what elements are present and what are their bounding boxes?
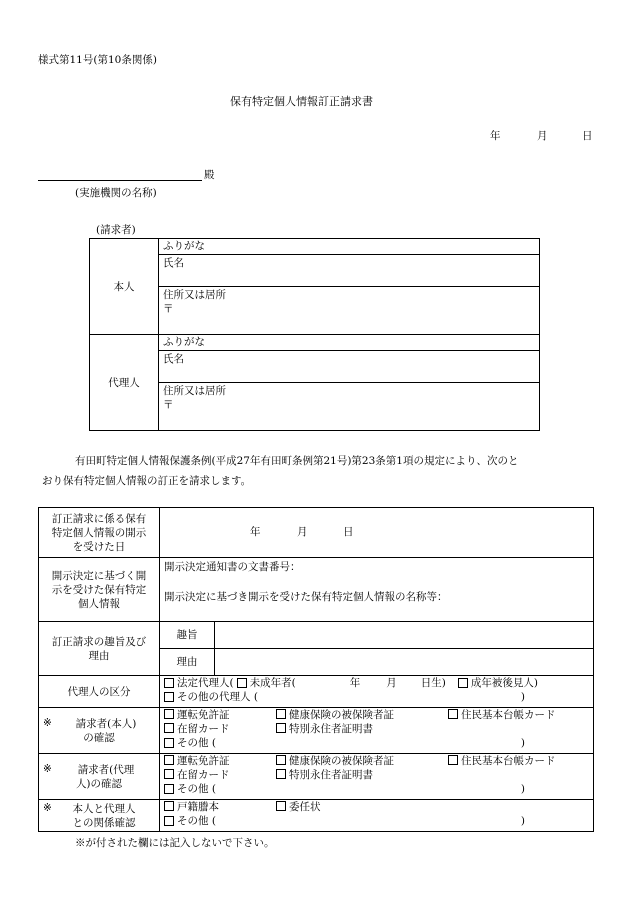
confirm-agent-label-l1: 請求者(代理 xyxy=(77,763,135,776)
koseki-checkbox[interactable] xyxy=(164,801,174,811)
adult-guardian-checkbox[interactable] xyxy=(458,678,468,688)
principal-name[interactable]: 氏名 xyxy=(159,255,540,287)
page-title: 保有特定個人情報訂正請求書 xyxy=(230,95,373,108)
disclosure-year: 年 xyxy=(250,526,261,538)
relation-label-l1: 本人と代理人 xyxy=(72,802,136,815)
principal-furigana[interactable]: ふりがな xyxy=(159,239,540,255)
agent-other-checkbox[interactable] xyxy=(164,784,174,794)
proxy-checkbox[interactable] xyxy=(276,801,286,811)
agent-label: 代理人 xyxy=(90,335,159,431)
principal-insurance-checkbox[interactable] xyxy=(276,709,286,719)
disclosure-date-field[interactable] xyxy=(160,508,594,558)
confirm-agent-field xyxy=(160,754,594,800)
adult-guardian-label: 成年被後見人) xyxy=(470,677,538,689)
shushi-label: 趣旨 xyxy=(160,622,215,649)
disclosure-date-label-l2: 特定個人情報の開示 xyxy=(51,526,147,539)
koseki-label: 戸籍謄本 xyxy=(177,801,219,813)
form-number: 様式第11号(第10条関係) xyxy=(38,54,157,66)
relation-other-checkbox[interactable] xyxy=(164,816,174,826)
disclosure-date-label-l1: 訂正請求に係る保有 xyxy=(51,512,147,525)
agent-special-checkbox[interactable] xyxy=(276,769,286,779)
riyu-field[interactable] xyxy=(215,649,594,676)
date-day: 日 xyxy=(582,130,593,142)
confirm-agent-label xyxy=(39,754,160,800)
legal-agent-label: 法定代理人( xyxy=(177,677,234,689)
agent-resident-card-checkbox[interactable] xyxy=(448,755,458,765)
disclosure-month: 月 xyxy=(297,526,308,538)
info-label-l1: 開示決定に基づく開 xyxy=(51,569,147,582)
correction-table xyxy=(38,507,594,832)
principal-license-checkbox[interactable] xyxy=(164,709,174,719)
legal-agent-checkbox[interactable] xyxy=(164,678,174,688)
principal-other-checkbox[interactable] xyxy=(164,738,174,748)
agent-other-close: ) xyxy=(520,783,525,795)
confirm-agent-label-l2: 人)の確認 xyxy=(75,777,123,790)
purpose-label xyxy=(39,622,160,676)
riyu-label: 理由 xyxy=(160,649,215,676)
principal-other-label: その他 ( xyxy=(177,737,216,749)
confirm-principal-label xyxy=(39,708,160,754)
other-agent-label: その他の代理人 ( xyxy=(177,691,258,703)
purpose-label-l1: 訂正請求の趣旨及び xyxy=(51,635,147,648)
principal-residence-card-label: 在留カード xyxy=(177,723,230,735)
confirm-principal-mark: ※ xyxy=(43,717,52,729)
agent-residence-card-checkbox[interactable] xyxy=(164,769,174,779)
agent-type-label: 代理人の区分 xyxy=(39,676,160,708)
principal-address-label: 住所又は居所 xyxy=(163,289,226,301)
info-field[interactable] xyxy=(160,558,594,622)
relation-label-l2: との関係確認 xyxy=(72,816,136,829)
purpose-label-l2: 理由 xyxy=(88,649,110,662)
info-label-l2: 示を受けた保有特定 xyxy=(51,583,147,596)
confirm-agent-mark: ※ xyxy=(43,763,52,775)
principal-label: 本人 xyxy=(90,239,159,335)
agent-residence-card-label: 在留カード xyxy=(177,769,230,781)
agent-postal-mark: 〒 xyxy=(163,399,174,411)
agent-other-label: その他 ( xyxy=(177,783,216,795)
other-agent-close: ) xyxy=(520,691,525,703)
principal-resident-card-label: 住民基本台帳カード xyxy=(461,709,556,721)
addressee-note: (実施機関の名称) xyxy=(75,187,157,199)
confirm-principal-label-l1: 請求者(本人) xyxy=(75,717,137,730)
disclosure-date-label xyxy=(39,508,160,558)
principal-license-label: 運転免許証 xyxy=(177,709,230,721)
agent-insurance-label: 健康保険の被保険者証 xyxy=(289,755,394,767)
info-name: 開示決定に基づき開示を受けた保有特定個人情報の名称等： xyxy=(164,591,448,603)
agent-license-checkbox[interactable] xyxy=(164,755,174,765)
relation-mark: ※ xyxy=(43,802,52,814)
date-year: 年 xyxy=(490,130,501,142)
principal-residence-card-checkbox[interactable] xyxy=(164,723,174,733)
agent-furigana[interactable]: ふりがな xyxy=(159,335,540,351)
principal-special-checkbox[interactable] xyxy=(276,723,286,733)
agent-resident-card-label: 住民基本台帳カード xyxy=(461,755,556,767)
proxy-label: 委任状 xyxy=(289,801,321,813)
confirm-principal-field xyxy=(160,708,594,754)
minor-birth-month: 月 xyxy=(386,677,397,689)
date-month: 月 xyxy=(537,130,548,142)
minor-birth-year: 年 xyxy=(349,677,361,689)
agent-type-field xyxy=(160,676,594,708)
agent-insurance-checkbox[interactable] xyxy=(276,755,286,765)
relation-label xyxy=(39,800,160,832)
principal-address[interactable] xyxy=(159,287,540,335)
minor-label: 未成年者( xyxy=(249,677,296,689)
agent-address-label: 住所又は居所 xyxy=(163,385,226,397)
principal-special-label: 特別永住者証明書 xyxy=(289,723,373,735)
statement-line-1: 有田町特定個人情報保護条例(平成27年有田町条例第21号)第23条第1項の規定により、次のと xyxy=(75,455,519,467)
shushi-field[interactable] xyxy=(215,622,594,649)
footnote: ※が付された欄には記入しないで下さい。 xyxy=(75,837,275,849)
addressee-line xyxy=(38,180,202,181)
principal-other-close: ) xyxy=(520,737,525,749)
agent-special-label: 特別永住者証明書 xyxy=(289,769,373,781)
info-doc-number: 開示決定通知書の文書番号： xyxy=(164,561,301,573)
agent-name[interactable]: 氏名 xyxy=(159,351,540,383)
confirm-principal-label-l2: の確認 xyxy=(83,731,115,744)
agent-address[interactable] xyxy=(159,383,540,431)
info-label-l3: 個人情報 xyxy=(78,597,120,610)
disclosure-day: 日 xyxy=(343,526,354,538)
requester-table xyxy=(89,238,540,431)
info-label xyxy=(39,558,160,622)
relation-other-label: その他 ( xyxy=(177,815,216,827)
principal-resident-card-checkbox[interactable] xyxy=(448,709,458,719)
other-agent-checkbox[interactable] xyxy=(164,692,174,702)
minor-checkbox[interactable] xyxy=(237,678,247,688)
minor-birth-day: 日生) xyxy=(420,677,446,689)
requester-section-label: (請求者) xyxy=(96,224,136,236)
addressee-suffix: 殿 xyxy=(204,169,215,181)
principal-insurance-label: 健康保険の被保険者証 xyxy=(289,709,394,721)
statement-line-2: おり保有特定個人情報の訂正を請求します。 xyxy=(42,475,252,487)
relation-other-close: ) xyxy=(520,815,525,827)
principal-postal-mark: 〒 xyxy=(163,303,174,315)
agent-license-label: 運転免許証 xyxy=(177,755,230,767)
disclosure-date-label-l3: を受けた日 xyxy=(72,540,126,553)
relation-field xyxy=(160,800,594,832)
